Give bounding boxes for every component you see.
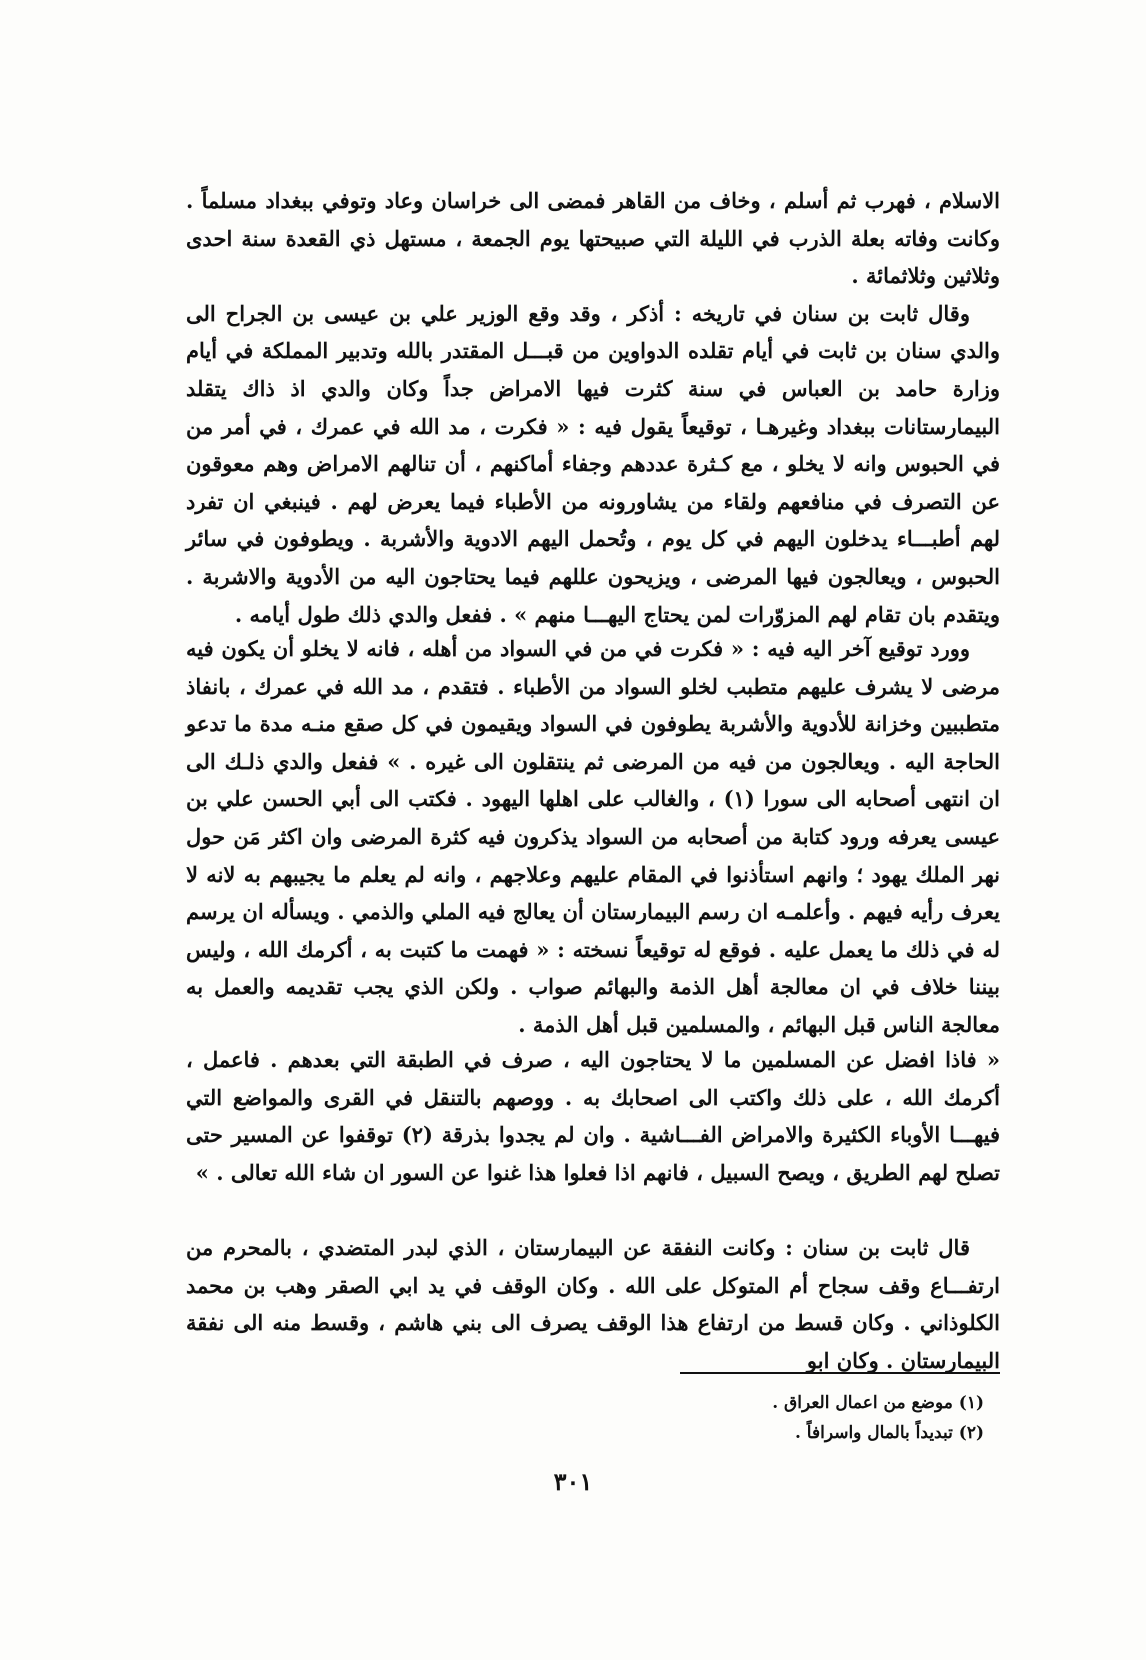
paragraph-text: وقال ثابت بن سنان في تاريخه : أذكر ، وقد وقع الوزير علي بن عيسى بن الجراح الى والدي سنان بن ثابت في أيام تقلده الدواوين من قبـــل المقتدر بالله وتدبير المملكة في أيام وزارة حامد بن العباس في سنة كثرت فيها الامراض جداً وكان والدي اذ ذاك يتقلد البيمارستانات ببغداد وغيرهـا ، توقيعاً يقول فيه : « فكرت ، مد الله في عمرك ، في أمر من في الحبوس وانه لا يخلو ، مع كـثرة عددهم وجفاء أماكنهم ، أن تنالهم الامراض وهم معوقون عن التصرف في منافعهم ولقاء من يشاورونه من الأطباء فيما يعرض لهم . فينبغي ان تفرد لهم أطبـــاء يدخلون اليهم في كل يوم ، وتُحمل اليهم الادوية والأشربة . ويطوفون في سائر الحبوس ، ويعالجون فيها المرضى ، ويزيحون عللهم فيما يحتاجون اليه من الأدوية والاشربة . ويتقدم بان تقام لهم المزوّرات لمن يحتاج اليهـــا منهم » . ففعل والدي ذلك طول أيامه . <box>186 300 1000 627</box>
paragraph-intro <box>186 182 1000 633</box>
page-number: ٣٠١ <box>553 1467 593 1496</box>
paragraph-text: وورد توقيع آخر اليه فيه : « فكرت في من في السواد من أهله ، فانه لا يخلو أن يكون فيه مرضى لا يشرف عليهم متطبب لخلو السواد من الأطباء . فتقدم ، مد الله في عمرك ، بانفاذ متطببين وخزانة للأدوية والأشربة يطوفون في السواد ويقيمون في كل صقع منـه مدة ما تدعو الحاجة اليه . ويعالجون من فيه من المرضى ثم ينتقلون الى غيره . » ففعل والدي ذلـك الى ان انتهى أصحابه الى سورا (١) ، والغالب على اهلها اليهود . فكتب الى أبي الحسن علي بن عيسى يعرفه ورود كتابة من أصحابه من السواد يذكرون فيه كثرة المرضى وان اكثر مَن حول نهر الملك يهود ؛ وانهم استأذنوا في المقام عليهم وعلاجهم ، وانه لم يعلم ما يجيبهم به لانه لا يعرف رأيه فيهم . وأعلمـه ان رسم البيمارستان أن يعالج فيه الملي والذمي . ويسأله ان يرسم له في ذلك ما يعمل عليه . فوقع له توقيعاً نسخته : « فهمت ما كتبت به ، أكرمك الله ، وليس بيننا خلاف في ان معالجة أهل الذمة والبهائم صواب . ولكن الذي يجب تقديمه والعمل به معالجة الناس قبل البهائم ، والمسلمين قبل أهل الذمة . <box>186 636 1000 1037</box>
footnote-item: (١) موضع من اعمال العراق . <box>772 1393 984 1413</box>
paragraph-endowment <box>186 1229 1000 1379</box>
footnote-divider <box>680 1372 1000 1374</box>
paragraph-second-decree <box>186 630 1000 1044</box>
footnotes <box>600 1388 984 1448</box>
paragraph-text: قال ثابت بن سنان : وكانت النفقة عن البيمارستان ، الذي لبدر المتضدي ، بالمحرم من ارتفـــاع وقف سجاح أم المتوكل على الله . وكان الوقف في يد ابي الصقر وهب بن محمد الكلوذاني . وكان قسط من ارتفاع هذا الوقف يصرف الى بني هاشم ، وقسط منه الى نفقة البيمارستان . وكان ابو <box>186 1235 1000 1373</box>
footnote-item: (٢) تبديداً بالمال واسرافاً . <box>794 1423 984 1443</box>
paragraph-text: « فاذا افضل عن المسلمين ما لا يحتاجون اليه ، صرف في الطبقة التي بعدهم . فاعمل ، أكرمك الله ، على ذلك واكتب الى اصحابك به . ووصهم بالتنقل في القرى والمواضع التي فيهـــا الأوباء الكثيرة والامراض الفـــاشية . وان لم يجدوا بذرقة (٢) توقفوا عن المسير حتى تصلح لهم الطريق ، ويصح السبيل ، فانهم اذا فعلوا هذا غنوا عن السور ان شاء الله تعالى . » <box>186 1047 1001 1185</box>
paragraph-text: الاسلام ، فهرب ثم أسلم ، وخاف من القاهر فمضى الى خراسان وعاد وتوفي ببغداد مسلماً . وكانت وفاته بعلة الذرب في الليلة التي صبيحتها يوم الجمعة ، مستهل ذي القعدة سنة احدى وثلاثين وثلاثمائة . <box>186 188 1000 289</box>
paragraph-decree-continuation <box>186 1041 1000 1191</box>
